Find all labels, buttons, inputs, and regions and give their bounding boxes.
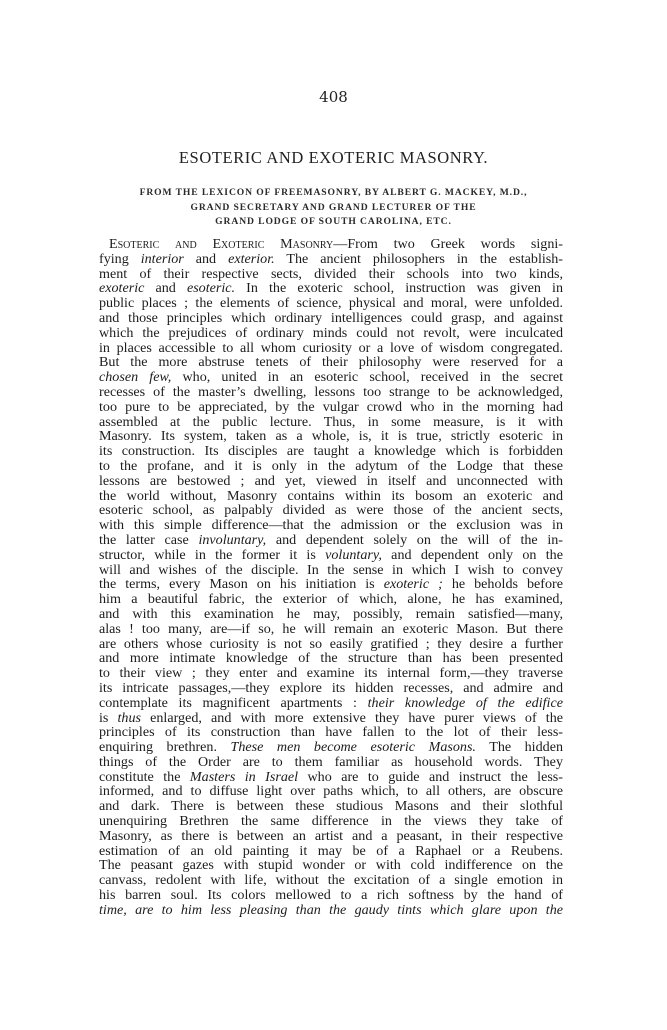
emphasis-text: thus — [117, 709, 142, 726]
text-line — [99, 666, 563, 681]
byline-line: FROM THE LEXICON OF FREEMASONRY, BY ALBERT G. MACKEY, M.D., — [139, 187, 528, 198]
text-run: and those principles which ordinary intelligences could grasp, and against — [99, 309, 563, 326]
emphasis-text: Masters in Israel — [189, 768, 299, 785]
text-line — [99, 444, 563, 459]
text-line — [99, 799, 563, 814]
text-run: he beholds before — [442, 576, 563, 593]
text-run: alas ! too many, are—if so, he will remain an exoteric Mason. But there — [99, 620, 563, 637]
text-line — [99, 770, 563, 785]
text-line — [99, 577, 563, 592]
text-line — [99, 370, 563, 385]
text-line — [99, 844, 563, 859]
emphasis-text: chosen few, — [99, 369, 172, 386]
text-run: enquiring brethren. — [99, 739, 231, 756]
text-line — [99, 696, 563, 711]
text-line — [99, 725, 563, 740]
text-run: public places ; the elements of science, physical and moral, were unfolded. — [99, 295, 563, 312]
text-line — [99, 415, 563, 430]
text-run: to the profane, and it is only in the adytum of the Lodge that these — [99, 457, 563, 474]
text-line — [99, 533, 563, 548]
text-line — [99, 252, 563, 267]
text-line — [99, 903, 563, 918]
text-line — [99, 518, 563, 533]
text-run: structor, while in the former it is — [99, 546, 326, 563]
text-line — [99, 829, 563, 844]
text-run: and dark. There is between these studious Masons and their slothful — [99, 798, 563, 815]
text-line — [99, 711, 563, 726]
text-run: with this simple difference—that the admission or the exclusion was in — [99, 517, 563, 534]
text-line — [99, 858, 563, 873]
text-run: who, united in an esoteric school, received in the secret — [171, 369, 563, 386]
text-line — [99, 400, 563, 415]
text-run: in places accessible to all whom curiosity or a love of wisdom congregated. — [99, 339, 563, 356]
emphasis-text: interior — [140, 250, 184, 267]
text-run: —From two Greek words signi- — [333, 236, 563, 252]
emphasis-text: exoteric ; — [383, 576, 443, 593]
text-line — [99, 474, 563, 489]
text-line — [99, 326, 563, 341]
text-run: and more intimate knowledge of the structure than has been presented — [99, 650, 563, 667]
text-run: the latter case — [99, 531, 199, 548]
text-run: ment of their respective sects, divided their schools into two kinds, — [99, 265, 563, 282]
text-line — [99, 237, 563, 252]
text-run: which the prejudices of ordinary minds could not revolt, were inculcated — [99, 324, 563, 341]
text-run: But the more abstruse tenets of their philosophy were reserved for a — [99, 354, 563, 371]
text-run: canvass, redolent with life, without the excitation of a single emotion in — [99, 872, 563, 889]
emphasis-text: their knowledge of the edifice — [367, 694, 563, 711]
text-run: and with this examination he may, possibly, remain satisfied—many, — [99, 605, 563, 622]
text-line — [99, 784, 563, 799]
text-line — [99, 503, 563, 518]
text-run: and dependent solely on the will of the in- — [266, 531, 563, 548]
text-line — [99, 429, 563, 444]
text-run: its construction. Its disciples are taught a knowledge which is forbidden — [99, 443, 563, 460]
text-run: its intricate passages,—they explore its hidden recesses, and admire and — [99, 679, 563, 696]
text-run: informed, and to diffuse light over paths which, to all others, are obscure — [99, 783, 563, 800]
text-run: things of the Order are to them familiar as household words. They — [99, 753, 563, 770]
text-run: Masonry, as there is between an artist and a peasant, in their respective — [99, 827, 563, 844]
emphasis-text: These men become esoteric Masons. — [230, 739, 476, 756]
text-line — [99, 681, 563, 696]
text-run: and — [183, 250, 229, 267]
text-run: principles of its construction than have fallen to the lot of their less- — [99, 724, 563, 741]
byline-line: GRAND SECRETARY AND GRAND LECTURER OF THE — [190, 201, 477, 213]
text-run: who are to guide and instruct the less- — [298, 768, 563, 785]
text-line — [99, 489, 563, 504]
text-line — [99, 637, 563, 652]
text-run: The ancient philosophers in the establish- — [274, 250, 563, 267]
article-title: ESOTERIC AND EXOTERIC MASONRY. — [178, 148, 489, 167]
text-run: him a beautiful fabric, the exterior of which, alone, he has examined, — [99, 591, 563, 608]
text-run: are others whose curiosity is not so easily gratified ; they desire a further — [99, 635, 563, 652]
text-run: time, are to him less pleasing than the gaudy tints which glare upon the — [99, 901, 563, 918]
text-run: unenquiring Brethren the same difference in the views they take of — [99, 813, 563, 830]
text-line — [99, 548, 563, 563]
text-line — [99, 385, 563, 400]
emphasis-text: esoteric. — [186, 280, 236, 297]
text-run: lessons are bestowed ; and yet, viewed in itself and unconnected with — [99, 472, 563, 489]
text-run: the terms, every Mason on his initiation is — [99, 576, 384, 593]
text-line — [99, 341, 563, 356]
text-line — [99, 296, 563, 311]
article-body — [99, 237, 563, 918]
text-run: and dependent only on the — [381, 546, 563, 563]
text-line — [99, 873, 563, 888]
text-run: will and wishes of the disciple. In the sense in which I wish to convey — [99, 561, 563, 578]
text-run: is — [99, 709, 118, 726]
text-line — [99, 563, 563, 578]
emphasis-text: voluntary, — [325, 546, 382, 563]
text-run: In the exoteric school, instruction was given in — [235, 280, 563, 297]
text-run: too pure to be appreciated, by the vulgar crowd who in the morning had — [99, 398, 563, 415]
text-line — [99, 622, 563, 637]
text-run: his barren soul. Its colors mellowed to a rich softness by the hand of — [99, 887, 563, 904]
text-run: The hidden — [475, 739, 563, 756]
text-run: Masonry. Its system, taken as a whole, is, it is true, strictly esoteric in — [99, 428, 563, 445]
text-line — [99, 267, 563, 282]
text-run: to their view ; they enter and examine its internal form,—they traverse — [99, 665, 563, 682]
text-line — [99, 281, 563, 296]
text-run: constitute the — [99, 768, 190, 785]
text-run: estimation of an old painting it may be of a Raphael or a Reubens. — [99, 842, 563, 859]
emphasis-text: exoteric — [99, 280, 145, 297]
text-run: The peasant gazes with stupid wonder or with cold indifference on the — [99, 857, 563, 874]
text-line — [99, 651, 563, 666]
text-run: and — [144, 280, 187, 297]
text-line — [99, 311, 563, 326]
text-run: assembled at the public lecture. Thus, in some measure, is it with — [99, 413, 563, 430]
text-line — [99, 355, 563, 370]
text-run: contemplate its magnificent apartments : — [99, 694, 368, 711]
text-line — [99, 740, 563, 755]
text-line — [99, 459, 563, 474]
emphasis-text: exterior. — [228, 250, 275, 267]
byline-line: GRAND LODGE OF SOUTH CAROLINA, ETC. — [215, 216, 452, 227]
text-run: enlarged, and with more extensive they have purer views of the — [141, 709, 563, 726]
byline — [0, 186, 667, 230]
text-run: fying — [99, 250, 141, 267]
text-line — [99, 814, 563, 829]
text-line — [99, 755, 563, 770]
text-run: esoteric school, as palpably divided as were those of the ancient sects, — [99, 502, 563, 519]
text-line — [99, 607, 563, 622]
text-line — [99, 888, 563, 903]
emphasis-text: involuntary, — [198, 531, 267, 548]
text-line — [99, 592, 563, 607]
lead-term: Esoteric and Exoteric Masonry — [109, 236, 334, 252]
text-run: the world without, Masonry contains within its bosom an exoteric and — [99, 487, 563, 504]
page-number: 408 — [319, 88, 348, 106]
text-run: recesses of the master’s dwelling, lessons too strange to be acknowledged, — [99, 383, 563, 400]
